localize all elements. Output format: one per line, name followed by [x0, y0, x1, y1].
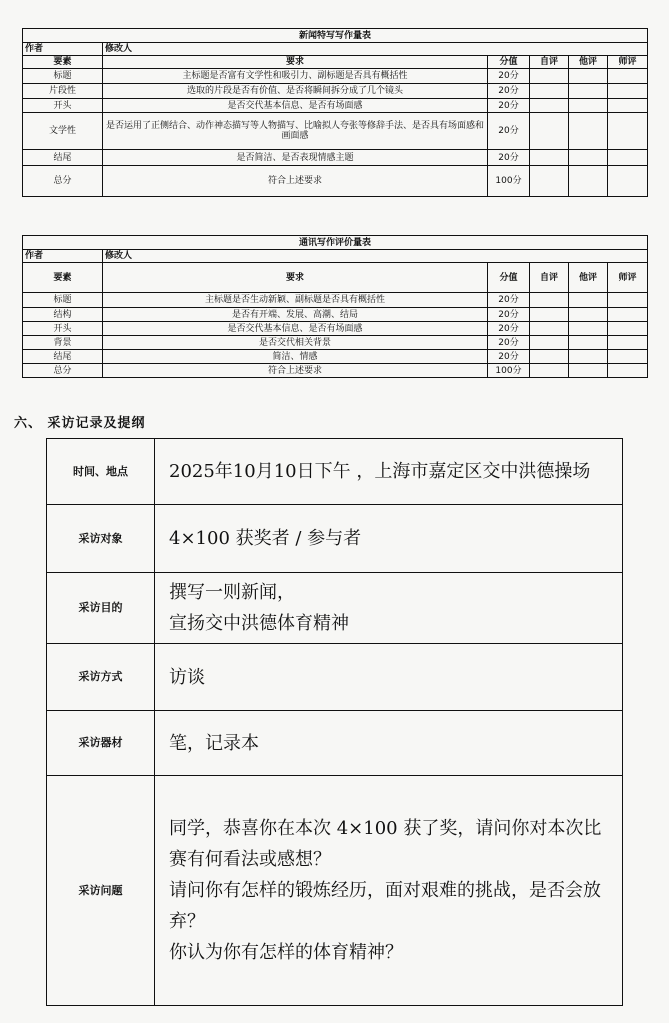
peer-eval-cell[interactable]	[569, 308, 608, 322]
teacher-eval-cell[interactable]	[608, 336, 648, 350]
self-eval-cell[interactable]	[530, 166, 569, 197]
requirement-cell: 是否交代相关背景	[103, 336, 488, 350]
factor-cell: 开头	[23, 99, 103, 113]
factor-cell: 开头	[23, 322, 103, 336]
table-row	[23, 308, 648, 322]
peer-eval-cell[interactable]	[569, 322, 608, 336]
time-place-value: 2025年10月10日下午 ，上海市嘉定区交中洪德操场	[155, 439, 623, 505]
factor-cell: 文学性	[23, 113, 103, 150]
factor-cell: 结构	[23, 308, 103, 322]
self-eval-cell[interactable]	[530, 350, 569, 364]
score-cell: 20分	[488, 336, 530, 350]
table-row	[23, 322, 648, 336]
column-header: 要求	[103, 263, 488, 293]
peer-eval-cell[interactable]	[569, 166, 608, 197]
table-row	[23, 84, 648, 99]
requirement-cell: 主标题是否生动新颖、副标题是否具有概括性	[103, 293, 488, 308]
subject-label: 采访对象	[47, 505, 155, 573]
peer-eval-cell[interactable]	[569, 350, 608, 364]
self-eval-cell[interactable]	[530, 69, 569, 84]
column-header: 他评	[569, 263, 608, 293]
requirement-cell: 简洁、情感	[103, 350, 488, 364]
reviser-label: 修改人	[103, 250, 648, 263]
table-row	[23, 113, 648, 150]
teacher-eval-cell[interactable]	[608, 322, 648, 336]
table-row	[23, 69, 648, 84]
self-eval-cell[interactable]	[530, 336, 569, 350]
teacher-eval-cell[interactable]	[608, 69, 648, 84]
table-row	[23, 150, 648, 166]
requirement-cell: 主标题是否富有文学性和吸引力、副标题是否具有概括性	[103, 69, 488, 84]
question-item: 你认为你有怎样的体育精神？	[169, 942, 403, 963]
peer-eval-cell[interactable]	[569, 336, 608, 350]
peer-eval-cell[interactable]	[569, 99, 608, 113]
factor-cell: 总分	[23, 364, 103, 378]
score-cell: 20分	[488, 308, 530, 322]
section-heading: 六、 采访记录及提纲	[14, 416, 146, 431]
factor-cell: 标题	[23, 293, 103, 308]
column-header: 要素	[23, 56, 103, 69]
teacher-eval-cell[interactable]	[608, 150, 648, 166]
factor-cell: 总分	[23, 166, 103, 197]
score-cell: 100分	[488, 364, 530, 378]
factor-cell: 结尾	[23, 150, 103, 166]
requirement-cell: 符合上述要求	[103, 166, 488, 197]
self-eval-cell[interactable]	[530, 322, 569, 336]
column-header: 师评	[608, 56, 648, 69]
score-cell: 20分	[488, 69, 530, 84]
teacher-eval-cell[interactable]	[608, 350, 648, 364]
score-cell: 20分	[488, 99, 530, 113]
self-eval-cell[interactable]	[530, 99, 569, 113]
score-cell: 20分	[488, 150, 530, 166]
column-header: 分值	[488, 263, 530, 293]
teacher-eval-cell[interactable]	[608, 308, 648, 322]
column-header: 分值	[488, 56, 530, 69]
rubric-title: 新闻特写写作量表	[23, 29, 648, 43]
news-feature-rubric-table	[22, 28, 648, 197]
author-label: 作者	[23, 43, 103, 56]
question-item: 同学，恭喜你在本次 4×100 获了奖，请问你对本次比赛有何看法或感想？	[169, 818, 602, 870]
time-place-label: 时间、地点	[47, 439, 155, 505]
peer-eval-cell[interactable]	[569, 364, 608, 378]
requirement-cell: 是否交代基本信息、是否有场面感	[103, 322, 488, 336]
score-cell: 100分	[488, 166, 530, 197]
question-item: 请问你有怎样的锻炼经历，面对艰难的挑战，是否会放弃？	[169, 880, 601, 932]
purpose-line: 宣扬交中洪德体育精神	[169, 613, 349, 634]
score-cell: 20分	[488, 322, 530, 336]
table-row	[23, 336, 648, 350]
column-header: 要求	[103, 56, 488, 69]
factor-cell: 片段性	[23, 84, 103, 99]
teacher-eval-cell[interactable]	[608, 84, 648, 99]
report-rubric-table	[22, 235, 648, 378]
table-row	[23, 99, 648, 113]
equipment-label: 采访器材	[47, 711, 155, 776]
requirement-cell: 是否简洁、是否表现情感主题	[103, 150, 488, 166]
score-cell: 20分	[488, 350, 530, 364]
self-eval-cell[interactable]	[530, 84, 569, 99]
column-header: 他评	[569, 56, 608, 69]
score-cell: 20分	[488, 84, 530, 99]
interview-record-table	[46, 438, 623, 1006]
self-eval-cell[interactable]	[530, 113, 569, 150]
table-row	[23, 364, 648, 378]
column-header: 自评	[530, 56, 569, 69]
self-eval-cell[interactable]	[530, 308, 569, 322]
factor-cell: 背景	[23, 336, 103, 350]
self-eval-cell[interactable]	[530, 150, 569, 166]
method-value: 访谈	[155, 644, 623, 711]
score-cell: 20分	[488, 293, 530, 308]
requirement-cell: 是否运用了正侧结合、动作神态描写等人物描写、比喻拟人夸张等修辞手法、是否具有场面感和画面感	[103, 113, 488, 150]
self-eval-cell[interactable]	[530, 364, 569, 378]
table-row	[23, 166, 648, 197]
equipment-value: 笔，记录本	[155, 711, 623, 776]
purpose-value	[155, 573, 623, 644]
teacher-eval-cell[interactable]	[608, 166, 648, 197]
requirement-cell: 是否交代基本信息、是否有场面感	[103, 99, 488, 113]
questions-label: 采访问题	[47, 776, 155, 1006]
self-eval-cell[interactable]	[530, 293, 569, 308]
teacher-eval-cell[interactable]	[608, 293, 648, 308]
factor-cell: 结尾	[23, 350, 103, 364]
requirement-cell: 是否有开端、发展、高潮、结局	[103, 308, 488, 322]
column-header: 要素	[23, 263, 103, 293]
teacher-eval-cell[interactable]	[608, 99, 648, 113]
purpose-line: 撰写一则新闻，	[169, 582, 295, 603]
requirement-cell: 符合上述要求	[103, 364, 488, 378]
author-label: 作者	[23, 250, 103, 263]
method-label: 采访方式	[47, 644, 155, 711]
questions-value	[155, 776, 623, 1006]
subject-value: 4×100 获奖者 / 参与者	[155, 505, 623, 573]
teacher-eval-cell[interactable]	[608, 113, 648, 150]
rubric-title: 通讯写作评价量表	[23, 236, 648, 250]
peer-eval-cell[interactable]	[569, 69, 608, 84]
peer-eval-cell[interactable]	[569, 84, 608, 99]
table-row	[23, 350, 648, 364]
peer-eval-cell[interactable]	[569, 150, 608, 166]
peer-eval-cell[interactable]	[569, 293, 608, 308]
factor-cell: 标题	[23, 69, 103, 84]
column-header: 自评	[530, 263, 569, 293]
score-cell: 20分	[488, 113, 530, 150]
peer-eval-cell[interactable]	[569, 113, 608, 150]
teacher-eval-cell[interactable]	[608, 364, 648, 378]
purpose-label: 采访目的	[47, 573, 155, 644]
requirement-cell: 选取的片段是否有价值、是否将瞬间拆分成了几个镜头	[103, 84, 488, 99]
table-row	[23, 293, 648, 308]
column-header: 师评	[608, 263, 648, 293]
reviser-label: 修改人	[103, 43, 648, 56]
